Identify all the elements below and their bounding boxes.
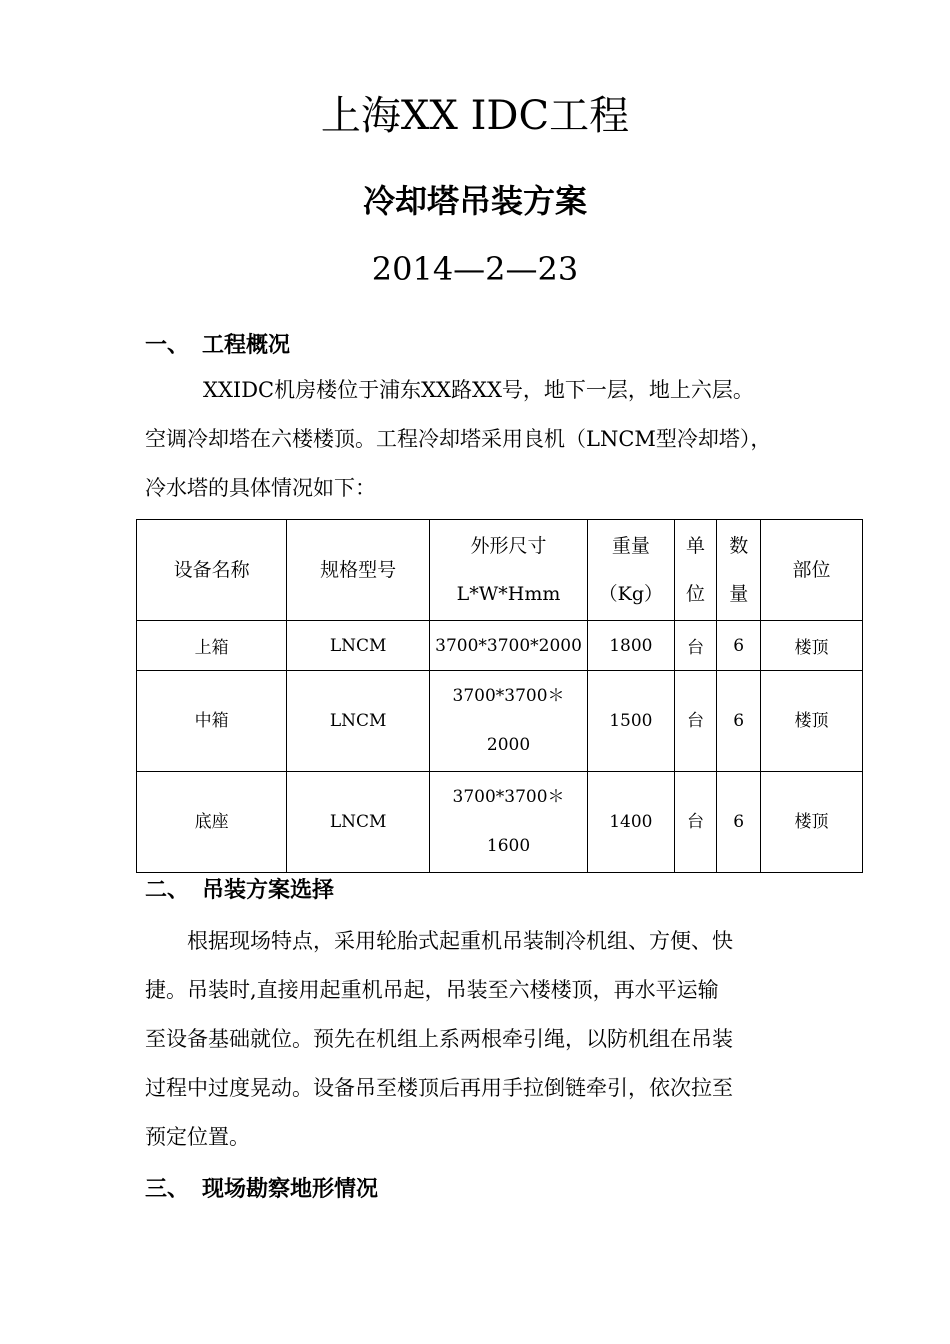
document-subtitle: 冷却塔吊装方案 — [362, 182, 587, 220]
cell-location: 楼顶 — [761, 621, 863, 671]
hoisting-line: 过程中过度晃动。设备吊至楼顶后再用手拉倒链牵引，依次拉至 — [145, 1076, 733, 1100]
header-quantity — [717, 520, 761, 621]
hoisting-line: 捷。吊装时,直接用起重机吊起，吊装至六楼楼顶，再水平运输 — [145, 978, 719, 1002]
header-unit-a: 单 — [686, 535, 706, 557]
cell-size-line1: 3700*3700＊ — [452, 787, 565, 807]
overview-line: 冷水塔的具体情况如下： — [145, 476, 376, 500]
section-heading-site-survey — [145, 1175, 378, 1205]
cell-name: 中箱 — [137, 671, 287, 772]
cell-size — [430, 772, 588, 873]
header-dimensions-unit: L*W*Hmm — [456, 583, 561, 605]
header-equipment-name: 设备名称 — [137, 520, 287, 621]
cell-name: 上箱 — [137, 621, 287, 671]
cell-quantity: 6 — [717, 621, 761, 671]
header-weight — [587, 520, 674, 621]
header-dimensions — [430, 520, 588, 621]
cell-model: LNCM — [287, 772, 430, 873]
section-number: 一、 — [145, 333, 190, 358]
section-number: 三、 — [145, 1177, 190, 1202]
hoisting-line: 预定位置。 — [145, 1125, 250, 1149]
cell-unit: 台 — [674, 671, 717, 772]
cell-unit: 台 — [674, 772, 717, 873]
header-unit-b: 位 — [686, 583, 706, 605]
section-number: 二、 — [145, 878, 190, 903]
header-unit — [674, 520, 717, 621]
document-title: 上海XX IDC工程 — [320, 93, 630, 139]
document-date: 2014—2—23 — [371, 250, 579, 288]
section-heading-hoisting — [145, 876, 334, 906]
section-heading-overview — [145, 331, 290, 361]
cell-model: LNCM — [287, 671, 430, 772]
cooling-tower-table — [136, 519, 863, 873]
header-model: 规格型号 — [287, 520, 430, 621]
cell-size-line2: 1600 — [486, 836, 531, 856]
cell-name: 底座 — [137, 772, 287, 873]
cell-quantity: 6 — [717, 772, 761, 873]
header-weight-label: 重量 — [611, 535, 650, 557]
cell-quantity: 6 — [717, 671, 761, 772]
hoisting-paragraph — [145, 917, 825, 1162]
cell-unit: 台 — [674, 621, 717, 671]
header-location: 部位 — [761, 520, 863, 621]
header-weight-unit: （Kg） — [598, 583, 663, 605]
cell-location: 楼顶 — [761, 671, 863, 772]
cell-weight: 1800 — [587, 621, 674, 671]
cell-size: 3700*3700*2000 — [430, 621, 588, 671]
cell-model: LNCM — [287, 621, 430, 671]
cell-location: 楼顶 — [761, 772, 863, 873]
cell-weight: 1500 — [587, 671, 674, 772]
header-dimensions-label: 外形尺寸 — [470, 535, 547, 557]
hoisting-line: 根据现场特点，采用轮胎式起重机吊装制冷机组、方便、快 — [145, 929, 733, 953]
cell-size-line2: 2000 — [486, 735, 531, 755]
header-quantity-a: 数 — [729, 535, 749, 557]
section-title: 工程概况 — [202, 333, 291, 358]
overview-line: XXIDC机房楼位于浦东XX路XX号，地下一层，地上六层。 — [203, 378, 754, 402]
header-quantity-b: 量 — [729, 583, 749, 605]
section-title: 吊装方案选择 — [202, 878, 335, 903]
table-header-row — [137, 520, 863, 621]
hoisting-line: 至设备基础就位。预先在机组上系两根牵引绳，以防机组在吊装 — [145, 1027, 733, 1051]
overview-line: 空调冷却塔在六楼楼顶。工程冷却塔采用良机（LNCM型冷却塔）， — [145, 427, 772, 451]
section-title: 现场勘察地形情况 — [202, 1177, 379, 1202]
table-row — [137, 671, 863, 772]
cell-size — [430, 671, 588, 772]
cell-weight: 1400 — [587, 772, 674, 873]
table-row — [137, 772, 863, 873]
table-row — [137, 621, 863, 671]
cell-size-line1: 3700*3700＊ — [452, 686, 565, 706]
overview-paragraph — [145, 366, 825, 513]
